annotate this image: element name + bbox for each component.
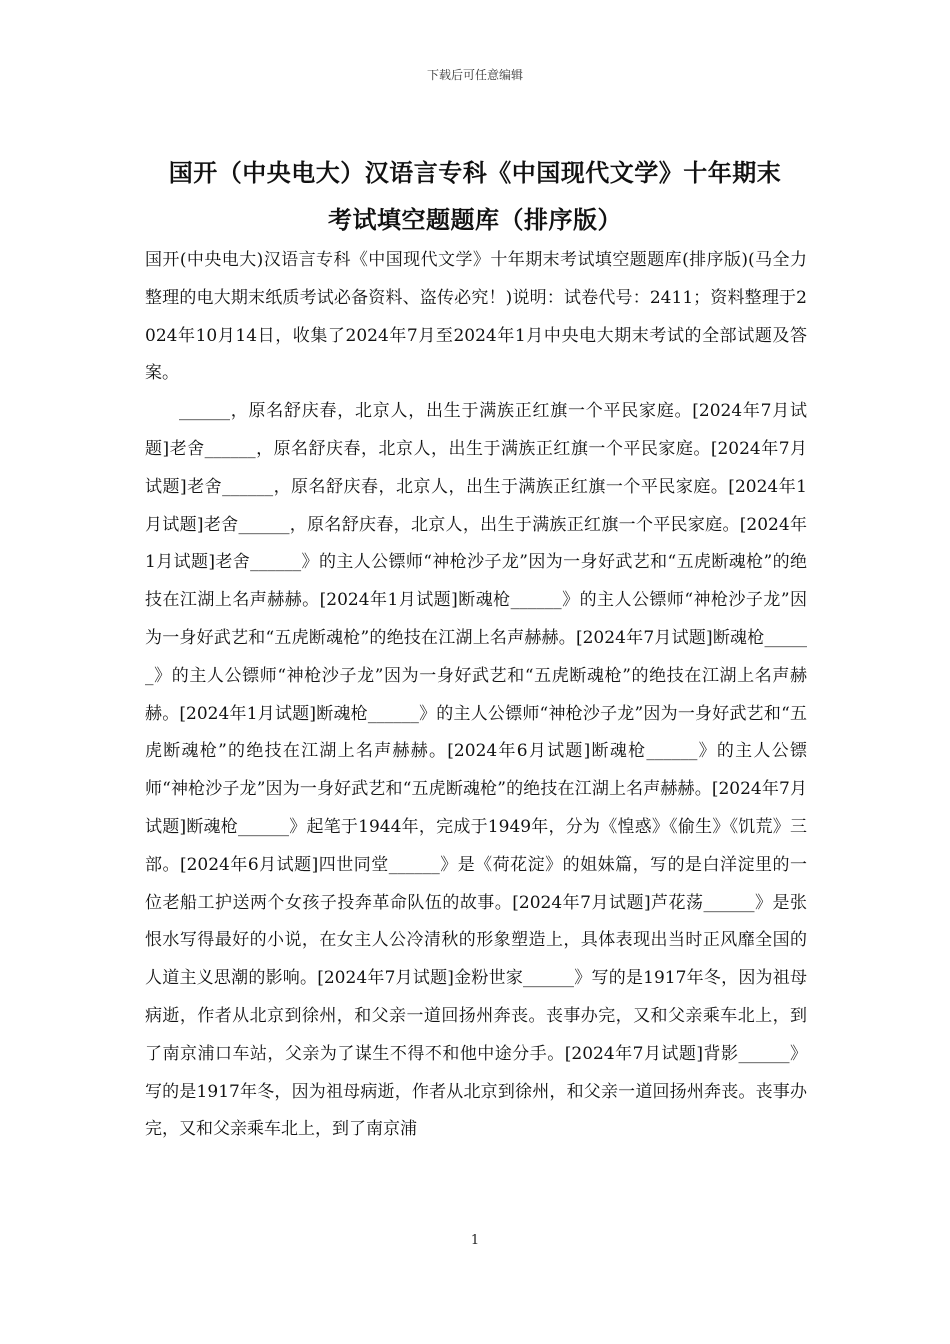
page-header-note: 下载后可任意编辑 [426,68,523,82]
question-paragraph: ______，原名舒庆春，北京人，出生于满族正红旗一个平民家庭。[2024年7月试题]老舍______，原名舒庆春，北京人，出生于满族正红旗一个平民家庭。[2024年7月试题]老舍______，原名舒庆春，北京人，出生于满族正红旗一个平民家庭。[2024年1月试题]老舍______，原名舒庆春，北京人，出生于满族正红旗一个平民家庭。[2024年1月试题]老舍______》的主人公镖师“神枪沙子龙”因为一身好武艺和“五虎断魂枪”的绝技在江湖上名声赫赫。[2024年1月试题]断魂枪______》的主人公镖师“神枪沙子龙”因为一身好武艺和“五虎断魂枪”的绝技在江湖上名声赫赫。[2024年7月试题]断魂枪______》的主人公镖师“神枪沙子龙”因为一身好武艺和“五虎断魂枪”的绝技在江湖上名声赫赫。[2024年1月试题]断魂枪______》的主人公镖师“神枪沙子龙”因为一身好武艺和“五虎断魂枪”的绝技在江湖上名声赫赫。[2024年6月试题]断魂枪______》的主人公镖师“神枪沙子龙”因为一身好武艺和“五虎断魂枪”的绝技在江湖上名声赫赫。[2024年7月试题]断魂枪______》起笔于1944年，完成于1949年，分为《惶惑》《偷生》《饥荒》三部。[2024年6月试题]四世同堂______》是《荷花淀》的姐妹篇，写的是白洋淀里的一位老船工护送两个女孩子投奔革命队伍的故事。[2024年7月试题]芦花荡______》是张恨水写得最好的小说，在女主人公冷清秋的形象塑造上，具体表现出当时正风靡全国的人道主义思潮的影响。[2024年7月试题]金粉世家______》写的是1917年冬，因为祖母病逝，作者从北京到徐州，和父亲一道回扬州奔丧。丧事办完，又和父亲乘车北上，到了南京浦口车站，父亲为了谋生不得不和他中途分手。[2024年7月试题]背影______》写的是1917年冬，因为祖母病逝，作者从北京到徐州，和父亲一道回扬州奔丧。丧事办完，又和父亲乘车北上，到了南京浦 [145,401,807,1140]
page-number: 1 [470,1233,480,1248]
document-body [145,242,807,1149]
document-title-line-1: 国开（中央电大）汉语言专科《中国现代文学》十年期末 [168,159,782,187]
document-title-line-2: 考试填空题题库（排序版） [328,206,622,234]
document-title [145,150,805,244]
intro-paragraph: 国开(中央电大)汉语言专科《中国现代文学》十年期末考试填空题题库(排序版)(马全力整理的电大期末纸质考试必备资料、盗传必究！)说明：试卷代号：2411；资料整理于2024年10月14日，收集了2024年7月至2024年1月中央电大期末考试的全部试题及答案。 [145,250,807,384]
